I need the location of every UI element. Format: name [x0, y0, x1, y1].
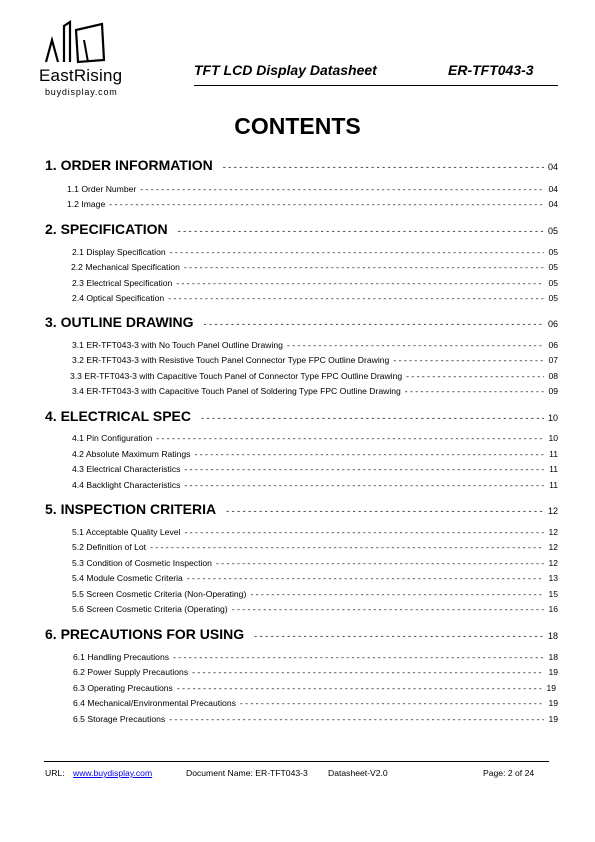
toc-item-page: 11	[549, 464, 558, 474]
toc-item-6-1[interactable]	[73, 652, 558, 662]
toc-item-4-1[interactable]	[72, 433, 558, 443]
leader-dots	[192, 667, 544, 677]
toc-item-5-5[interactable]	[72, 589, 558, 599]
toc-item-2-1[interactable]	[72, 247, 558, 257]
toc-item-1-2[interactable]	[67, 199, 558, 209]
toc-item-2-3[interactable]	[72, 278, 558, 288]
eastrising-logo-icon	[44, 20, 108, 66]
toc-item-label: 5.2 Definition of Lot	[72, 542, 147, 552]
leader-dots	[187, 573, 545, 583]
toc-item-label: 3.2 ER-TFT043-3 with Resistive Touch Panel Connector Type FPC Outline Drawing	[72, 355, 390, 365]
toc-section-page: 12	[547, 506, 558, 516]
toc-section-label: 3. OUTLINE DRAWING	[45, 314, 194, 330]
toc-item-5-1[interactable]	[72, 527, 558, 537]
leader-dots	[194, 449, 545, 459]
toc-item-6-3[interactable]	[73, 683, 556, 693]
toc-section-1[interactable]	[45, 157, 558, 173]
toc-item-label: 2.2 Mechanical Specification	[71, 262, 180, 272]
leader-dots	[184, 464, 545, 474]
leader-dots	[168, 293, 544, 303]
leader-dots	[184, 527, 544, 537]
toc-item-page: 12	[548, 558, 558, 568]
leader-dots	[223, 162, 544, 172]
toc-item-5-3[interactable]	[72, 558, 558, 568]
toc-section-page: 06	[547, 319, 558, 329]
toc-item-page: 19	[548, 698, 558, 708]
toc-section-label: 6. PRECAUTIONS FOR USING	[45, 626, 245, 642]
toc-item-6-4[interactable]	[73, 698, 558, 708]
toc-item-page: 05	[548, 278, 558, 288]
toc-item-label: 5.1 Acceptable Quality Level	[72, 527, 181, 537]
toc-section-label: 2. SPECIFICATION	[45, 221, 168, 237]
logo-text: EastRising	[39, 66, 123, 85]
toc-item-page: 13	[548, 573, 558, 583]
toc-item-label: 3.3 ER-TFT043-3 with Capacitive Touch Panel of Connector Type FPC Outline Drawing	[70, 371, 403, 381]
toc-item-2-2[interactable]	[71, 262, 558, 272]
toc-section-page: 18	[547, 631, 558, 641]
leader-dots	[184, 262, 545, 272]
doc-title: TFT LCD Display Datasheet	[194, 62, 377, 78]
toc-item-label: 2.3 Electrical Specification	[72, 278, 173, 288]
leader-dots	[201, 413, 544, 423]
leader-dots	[178, 226, 544, 236]
toc-section-label: 5. INSPECTION CRITERIA	[45, 501, 217, 517]
toc-item-label: 5.3 Condition of Cosmetic Inspection	[72, 558, 212, 568]
leader-dots	[173, 652, 544, 662]
toc-item-page: 05	[548, 293, 558, 303]
toc-section-page: 05	[547, 226, 558, 236]
toc-item-3-3[interactable]	[70, 371, 558, 381]
footer-doc-name: Document Name: ER-TFT043-3	[186, 768, 308, 778]
contents-title: CONTENTS	[234, 113, 361, 139]
leader-dots	[204, 319, 544, 329]
leader-dots	[406, 371, 544, 381]
toc-section-page: 04	[547, 162, 558, 172]
toc-section-6[interactable]	[45, 626, 558, 642]
leader-dots	[287, 340, 544, 350]
header-rule	[194, 85, 558, 86]
leader-dots	[405, 386, 545, 396]
toc-item-label: 4.2 Absolute Maximum Ratings	[72, 449, 191, 459]
toc-item-label: 2.4 Optical Specification	[72, 293, 165, 303]
leader-dots	[140, 184, 544, 194]
leader-dots	[216, 558, 544, 568]
toc-item-5-2[interactable]	[72, 542, 558, 552]
toc-section-label: 1. ORDER INFORMATION	[45, 157, 213, 173]
toc-item-label: 3.1 ER-TFT043-3 with No Touch Panel Outline Drawing	[72, 340, 283, 350]
toc-item-page: 08	[548, 371, 558, 381]
toc-item-label: 6.2 Power Supply Precautions	[73, 667, 189, 677]
toc-item-page: 18	[548, 652, 558, 662]
toc-item-page: 12	[548, 527, 558, 537]
toc-item-label: 3.4 ER-TFT043-3 with Capacitive Touch Panel of Soldering Type FPC Outline Drawing	[72, 386, 401, 396]
toc-item-label: 5.5 Screen Cosmetic Criteria (Non-Operating)	[72, 589, 247, 599]
toc-item-2-4[interactable]	[72, 293, 558, 303]
toc-item-page: 19	[548, 714, 558, 724]
toc-item-label: 4.1 Pin Configuration	[72, 433, 153, 443]
toc-item-6-5[interactable]	[73, 714, 558, 724]
toc-section-5[interactable]	[45, 501, 558, 517]
leader-dots	[150, 542, 544, 552]
leader-dots	[232, 604, 545, 614]
leader-dots	[226, 506, 544, 516]
toc-item-page: 05	[548, 247, 558, 257]
toc-section-4[interactable]	[45, 408, 558, 424]
toc-item-4-3[interactable]	[72, 464, 558, 474]
leader-dots	[177, 683, 543, 693]
toc-item-label: 5.6 Screen Cosmetic Criteria (Operating)	[72, 604, 228, 614]
doc-model: ER-TFT043-3	[448, 62, 534, 78]
leader-dots	[184, 480, 545, 490]
toc-item-3-4[interactable]	[72, 386, 558, 396]
leader-dots	[176, 278, 544, 288]
toc-item-page: 12	[548, 542, 558, 552]
toc-item-label: 4.4 Backlight Characteristics	[72, 480, 181, 490]
toc-item-page: 11	[549, 449, 558, 459]
footer-page: Page: 2 of 24	[483, 768, 535, 778]
toc-item-page: 05	[548, 262, 558, 272]
leader-dots	[393, 355, 544, 365]
toc-item-page: 06	[548, 340, 558, 350]
toc-item-page: 16	[548, 604, 558, 614]
toc-item-label: 1.2 Image	[67, 199, 106, 209]
toc-item-page: 10	[548, 433, 558, 443]
toc-item-page: 07	[548, 355, 558, 365]
toc-item-label: 2.1 Display Specification	[72, 247, 166, 257]
toc-item-4-2[interactable]	[72, 449, 558, 459]
toc-item-6-2[interactable]	[73, 667, 558, 677]
toc-item-4-4[interactable]	[72, 480, 558, 490]
footer-url-link[interactable]	[73, 768, 152, 778]
toc-section-page: 10	[547, 413, 558, 423]
toc-item-5-4[interactable]	[72, 573, 558, 583]
toc-item-label: 6.1 Handling Precautions	[73, 652, 170, 662]
toc-item-1-1[interactable]	[67, 184, 558, 194]
toc-item-3-2[interactable]	[72, 355, 558, 365]
toc-item-label: 4.3 Electrical Characteristics	[72, 464, 181, 474]
leader-dots	[169, 714, 544, 724]
footer-url[interactable]: www.buydisplay.com	[73, 768, 153, 778]
toc-item-page: 09	[548, 386, 558, 396]
footer-rule	[44, 761, 549, 762]
toc-item-label: 6.3 Operating Precautions	[73, 683, 173, 693]
footer-url-label: URL:	[45, 768, 65, 778]
toc-section-3[interactable]	[45, 314, 558, 330]
leader-dots	[170, 247, 545, 257]
toc-item-page: 11	[549, 480, 558, 490]
toc-item-label: 5.4 Module Cosmetic Criteria	[72, 573, 183, 583]
toc-item-page: 04	[548, 199, 558, 209]
toc-item-page: 15	[548, 589, 558, 599]
leader-dots	[254, 631, 544, 641]
toc-item-3-1[interactable]	[72, 340, 558, 350]
leader-dots	[250, 589, 544, 599]
toc-item-5-6[interactable]	[72, 604, 558, 614]
toc-item-page: 04	[548, 184, 558, 194]
toc-section-label: 4. ELECTRICAL SPEC	[45, 408, 191, 424]
toc-section-2[interactable]	[45, 221, 558, 237]
toc-item-label: 6.5 Storage Precautions	[73, 714, 166, 724]
toc-item-label: 6.4 Mechanical/Environmental Precautions	[73, 698, 236, 708]
toc-item-label: 1.1 Order Number	[67, 184, 137, 194]
leader-dots	[156, 433, 544, 443]
footer-doc-version: Datasheet-V2.0	[328, 768, 388, 778]
page-header	[0, 0, 595, 100]
leader-dots	[240, 698, 545, 708]
toc-item-page: 19	[548, 667, 558, 677]
leader-dots	[109, 199, 544, 209]
toc-item-page: 19	[546, 683, 556, 693]
logo-url: buydisplay.com	[45, 87, 118, 97]
